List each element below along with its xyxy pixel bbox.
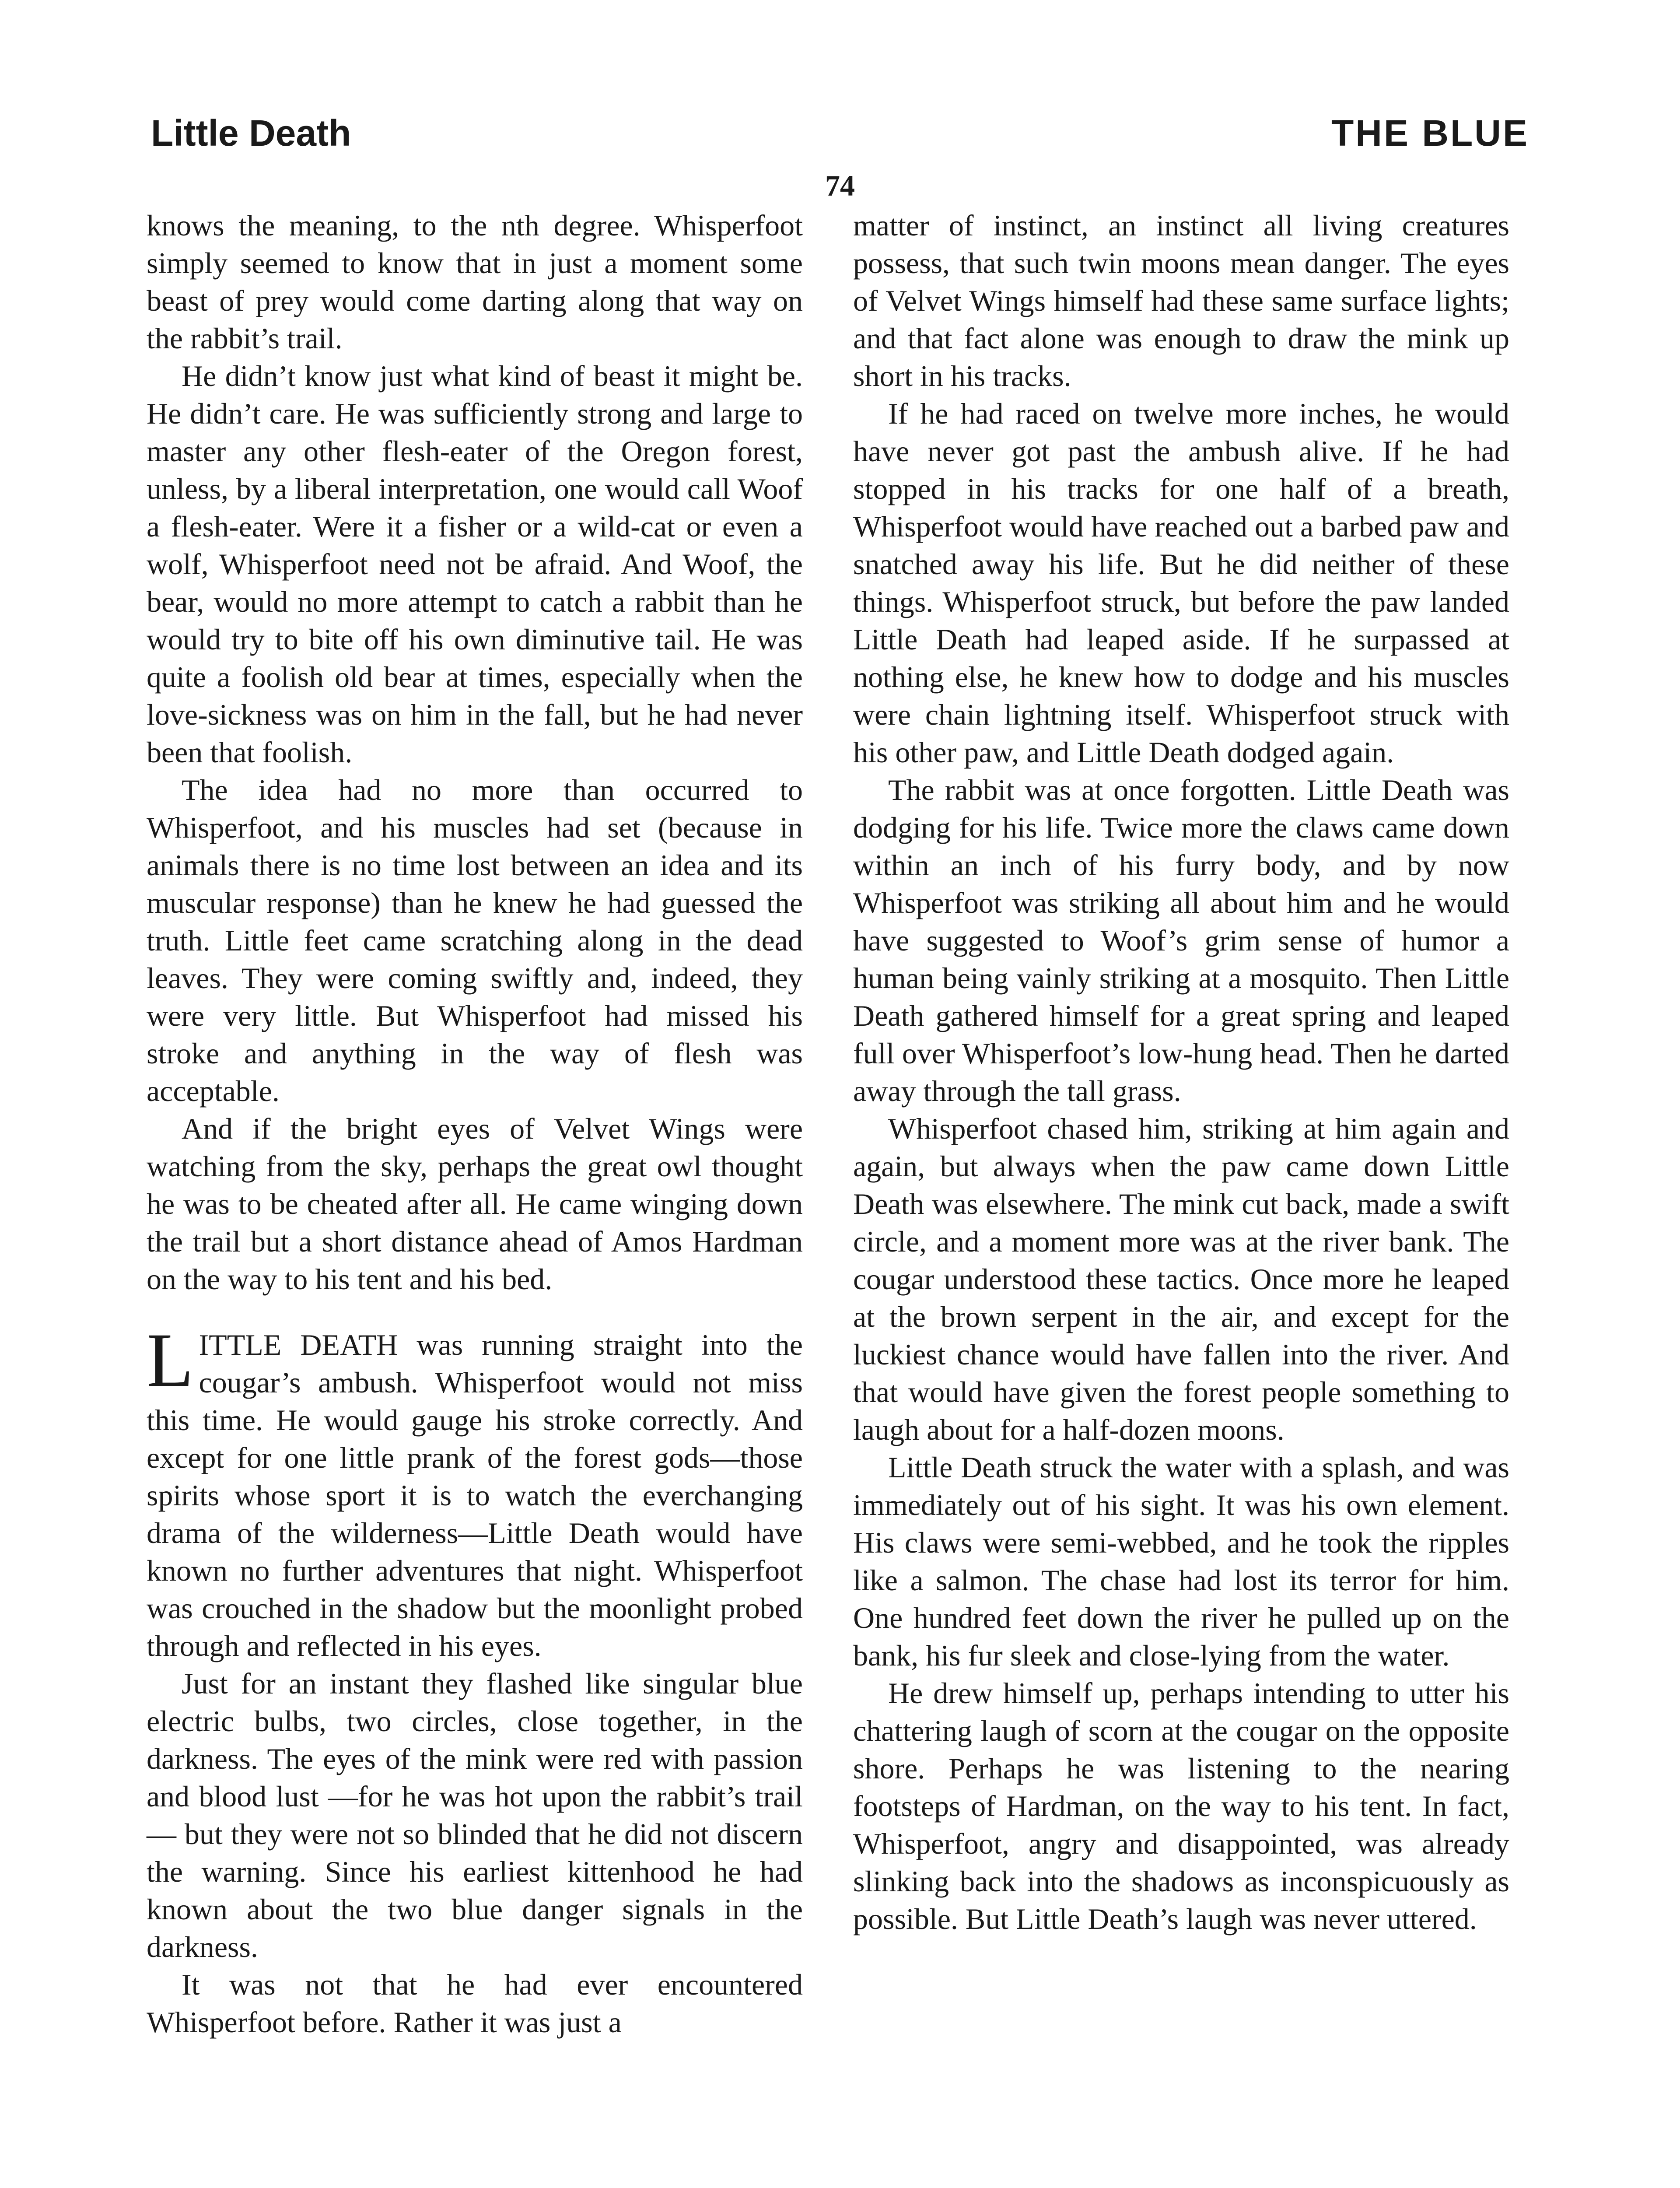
header-left-title: Little Death bbox=[151, 112, 351, 154]
page-number: 74 bbox=[825, 169, 855, 202]
paragraph: And if the bright eyes of Velvet Wings were watching from the sky, perhaps the great owl thought he was to be cheated after all. He came winging down the trail but a short distance ahead of Amos Hardman on the way to his tent and his bed. bbox=[147, 1112, 803, 1296]
paragraph: The idea had no more than occurred to Whisperfoot, and his muscles had set (because in animals there is no time lost between an idea and its muscular response) than he knew he had guessed the truth. Little feet came scratching along in the dead leaves. They were coming swiftly and, indeed, they were very little. But Whisperfoot had missed his stroke and anything in the way of flesh was acceptable. bbox=[147, 773, 803, 1108]
paragraph: Just for an instant they flashed like singular blue electric bulbs, two circles, close together, in the darkness. The eyes of the mink were red with passion and blood lust —for he was hot upon the rabbit’s trail— but they were not so blinded that he did not discern the warning. Since his earliest kittenhood he had known about the two blue danger signals in the darkness. bbox=[147, 1667, 803, 1964]
section-start-paragraph bbox=[147, 1318, 803, 1665]
right-column bbox=[853, 207, 1509, 1938]
left-column bbox=[147, 207, 803, 2041]
drop-cap: L bbox=[147, 1318, 194, 1403]
paragraph: knows the meaning, to the nth degree. Whisperfoot simply seemed to know that in just a moment some beast of prey would come darting along that way on the rabbit’s trail. bbox=[147, 209, 803, 355]
paragraph: He drew himself up, perhaps intending to utter his chattering laugh of scorn at the cougar on the opposite shore. Perhaps he was listening to the nearing footsteps of Hardman, on the way to his tent. In fact, Whisperfoot, angry and disappointed, was already slinking back into the shadows as inconspicuously as possible. But Little Death’s laugh was never uttered. bbox=[853, 1676, 1509, 1936]
paragraph: matter of instinct, an instinct all living creatures possess, that such twin moons mean danger. The eyes of Velvet Wings himself had these same surface lights; and that fact alone was enough to draw the mink up short in his tracks. bbox=[853, 209, 1509, 393]
paragraph: Whisperfoot chased him, striking at him again and again, but always when the paw came down Little Death was elsewhere. The mink cut back, made a swift circle, and a moment more was at the river bank. The cougar understood these tactics. Once more he leaped at the brown serpent in the air, and except for the luckiest chance would have fallen into the river. And that would have given the forest people something to laugh about for a half-dozen moons. bbox=[853, 1112, 1509, 1446]
paragraph: It was not that he had ever encountered Whisperfoot before. Rather it was just a bbox=[147, 1968, 803, 2039]
section-start-text: ITTLE DEATH was running straight into the cougar’s ambush. Whisperfoot would not miss this time. He would gauge his stroke correctly. And except for one little prank of the forest gods—those spirits whose sport it is to watch the everchanging drama of the wilderness—Little Death would have known no further adventures that night. Whisperfoot was crouched in the shadow but the moonlight probed through and reflected in his eyes. bbox=[147, 1328, 803, 1662]
paragraph: The rabbit was at once forgotten. Little Death was dodging for his life. Twice more the claws came down within an inch of his furry body, and by now Whisperfoot was striking all about him and he would have suggested to Woof’s grim sense of humor a human being vainly striking at a mosquito. Then Little Death gathered himself for a great spring and leaped full over Whisperfoot’s low-hung head. Then he darted away through the tall grass. bbox=[853, 773, 1509, 1108]
section-break bbox=[147, 1298, 803, 1326]
paragraph: Little Death struck the water with a splash, and was immediately out of his sight. It was his own element. His claws were semi-webbed, and he took the ripples like a salmon. The chase had lost its terror for him. One hundred feet down the river he pulled up on the bank, his fur sleek and close-lying from the water. bbox=[853, 1451, 1509, 1672]
paragraph: If he had raced on twelve more inches, he would have never got past the ambush alive. If he had stopped in his tracks for one half of a breath, Whisperfoot would have reached out a barbed paw and snatched away his life. But he did neither of these things. Whisperfoot struck, but before the paw landed Little Death had leaped aside. If he surpassed at nothing else, he knew how to dodge and his muscles were chain lightning itself. Whisperfoot struck with his other paw, and Little Death dodged again. bbox=[853, 397, 1509, 769]
header-right-title: THE BLUE bbox=[1331, 112, 1529, 154]
paragraph: He didn’t know just what kind of beast it might be. He didn’t care. He was sufficiently strong and large to master any other flesh-eater of the Oregon forest, unless, by a liberal interpretation, one would call Woof a flesh-eater. Were it a fisher or a wild-cat or even a wolf, Whisperfoot need not be afraid. And Woof, the bear, would no more attempt to catch a rabbit than he would try to bite off his own diminutive tail. He was quite a foolish old bear at times, especially when the love-sickness was on him in the fall, but he had never been that foolish. bbox=[147, 359, 803, 769]
